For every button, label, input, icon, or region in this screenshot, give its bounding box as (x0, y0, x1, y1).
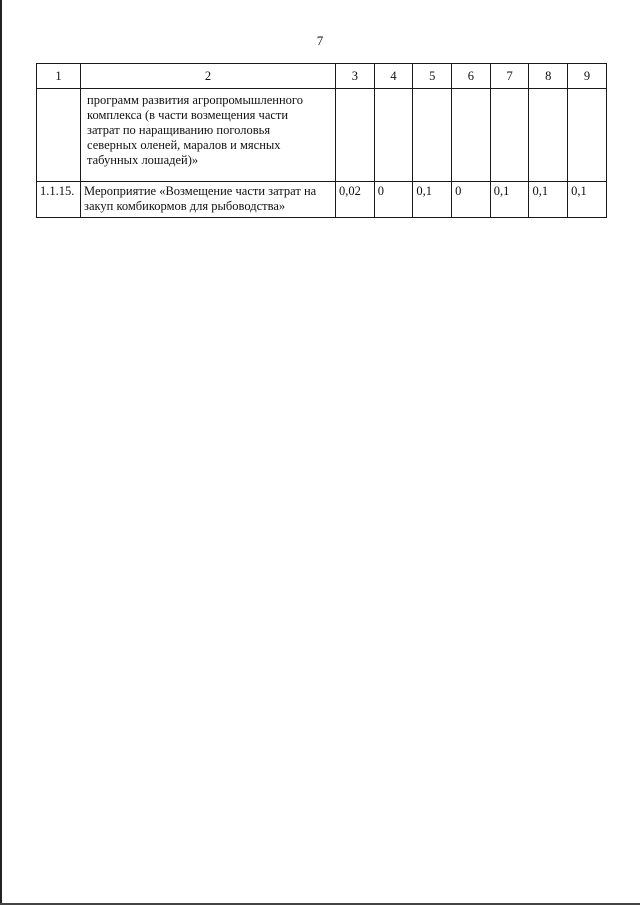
column-header: 8 (529, 64, 568, 89)
text-line: северных оленей, маралов и мясных (87, 138, 281, 152)
column-header: 6 (452, 64, 491, 89)
value-cell: 0,1 (568, 182, 607, 218)
data-table (36, 63, 607, 218)
text-line: Мероприятие «Возмещение части затрат на (84, 184, 317, 198)
column-header: 1 (37, 64, 81, 89)
value-cell: 0 (452, 182, 491, 218)
table-cell (568, 89, 607, 182)
column-header: 7 (490, 64, 529, 89)
table-header-row (37, 64, 607, 89)
table-row-item (37, 182, 607, 218)
table-cell (413, 89, 452, 182)
item-text-cell (81, 182, 336, 218)
text-line: табунных лошадей)» (87, 153, 199, 167)
scan-edge-left (0, 0, 2, 905)
text-line: программ развития агропромышленного (87, 93, 303, 107)
page-number: 7 (316, 33, 324, 48)
table-cell (529, 89, 568, 182)
value-cell: 0,1 (413, 182, 452, 218)
column-header: 9 (568, 64, 607, 89)
item-number-cell: 1.1.15. (37, 182, 81, 218)
table-cell (374, 89, 413, 182)
value-cell: 0,02 (336, 182, 375, 218)
value-cell: 0,1 (529, 182, 568, 218)
column-header: 5 (413, 64, 452, 89)
text-line: закуп комбикормов для рыбоводства» (84, 199, 286, 213)
text-line: затрат по наращиванию поголовья (87, 123, 271, 137)
column-header: 2 (81, 64, 336, 89)
column-header: 3 (336, 64, 375, 89)
table-cell (490, 89, 529, 182)
continuation-text-cell (81, 89, 336, 182)
table-cell (452, 89, 491, 182)
value-cell: 0 (374, 182, 413, 218)
table-cell (37, 89, 81, 182)
table-cell (336, 89, 375, 182)
column-header: 4 (374, 64, 413, 89)
table-row-continuation (37, 89, 607, 182)
text-line: комплекса (в части возмещения части (87, 108, 289, 122)
value-cell: 0,1 (490, 182, 529, 218)
